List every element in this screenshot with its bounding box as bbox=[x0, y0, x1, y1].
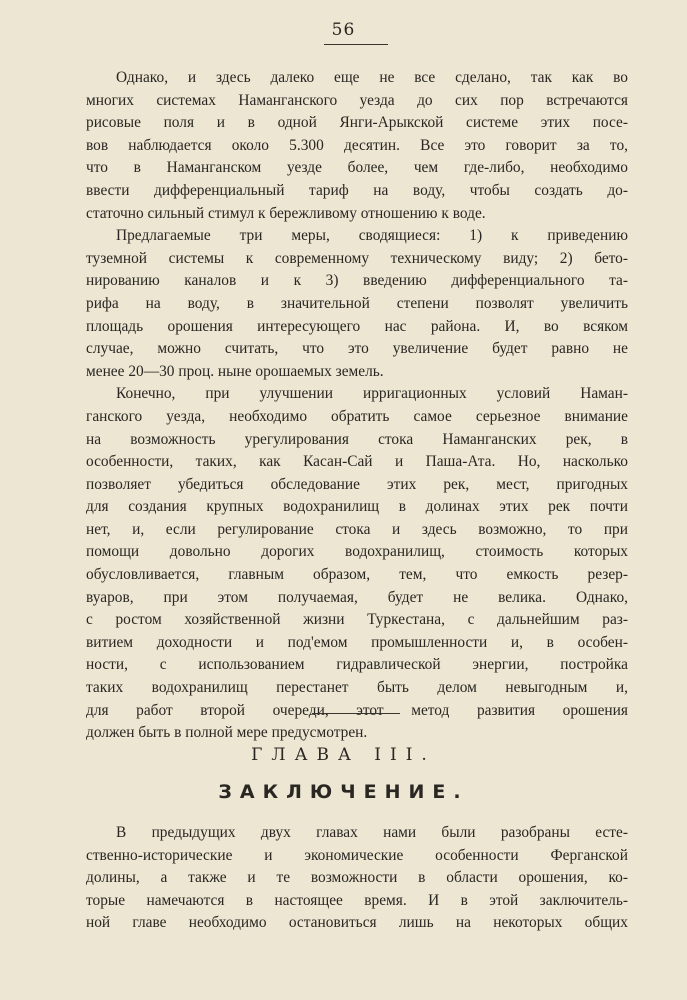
text-line: Предлагаемые три меры, сводящиеся: 1) к приведению bbox=[116, 227, 628, 245]
page-number-underline bbox=[324, 44, 388, 45]
text-line: площадь орошения интересующего нас района. И, во всяком bbox=[86, 317, 628, 335]
text-line: менее 20—30 проц. ныне орошаемых земель. bbox=[86, 362, 384, 380]
text-line: многих системах Наманганского уезда до сих пор встречаются bbox=[86, 91, 628, 109]
text-line: Однако, и здесь далеко еще не все сделано, так как во bbox=[116, 69, 628, 86]
section-divider bbox=[312, 713, 400, 714]
body-text-before-chapter bbox=[86, 67, 628, 745]
text-line: случае, можно считать, что это увеличение будет равно не bbox=[86, 340, 628, 358]
text-line: ности, с использованием гидравлической энергии, постройка bbox=[86, 656, 628, 674]
text-line: ввести дифференциальный тариф на воду, чтобы создать до- bbox=[86, 181, 628, 199]
text-line: вов наблюдается около 5.300 десятин. Все это говорит за то, bbox=[86, 136, 628, 154]
text-line: ственно-исторические и экономические особенности Ферганской bbox=[86, 846, 628, 864]
paragraph bbox=[86, 822, 628, 935]
text-line: что в Наманганском уезде более, чем где-либо, необходимо bbox=[86, 159, 628, 177]
text-line: для работ второй очереди, этот метод развития орошения bbox=[86, 701, 628, 719]
text-line: с ростом хозяйственной жизни Туркестана, с дальнейшим раз- bbox=[86, 611, 628, 629]
paragraph bbox=[86, 225, 628, 383]
text-line: нет, и, если регулирование стока и здесь возможно, то при bbox=[86, 520, 628, 538]
paragraph bbox=[86, 67, 628, 225]
text-line: рисовые поля и в одной Янги-Арыкской системе этих посе- bbox=[86, 114, 628, 132]
paragraph bbox=[86, 383, 628, 745]
text-line: для создания крупных водохранилищ в долинах этих рек почти bbox=[86, 498, 628, 516]
text-line: ганского уезда, необходимо обратить самое серьезное внимание bbox=[86, 407, 628, 425]
text-line: нированию каналов и к 3) введению дифференциального та- bbox=[86, 272, 628, 290]
text-line: долины, а также и те возможности в области орошения, ко- bbox=[86, 869, 628, 887]
text-line: рифа на воду, в значительной степени позволят увеличить bbox=[86, 294, 628, 312]
text-line: В предыдущих двух главах нами были разобраны есте- bbox=[116, 824, 628, 841]
text-line: помощи довольно дорогих водохранилищ, стоимость которых bbox=[86, 543, 628, 561]
text-line: витием доходности и под'емом промышленности и, в особен- bbox=[86, 633, 628, 651]
chapter-title: ЗАКЛЮЧЕНИЕ. bbox=[218, 781, 469, 803]
text-line: должен быть в полной мере предусмотрен. bbox=[86, 724, 368, 742]
body-text-after-chapter bbox=[86, 822, 628, 935]
text-line: на возможность урегулирования стока Наманганских рек, в bbox=[86, 430, 628, 448]
text-line: торые намечаются в настоящее время. И в этой заключитель- bbox=[86, 891, 628, 909]
text-line: таких водохранилищ перестанет быть делом невыгодным и, bbox=[86, 679, 628, 697]
text-line: туземной системы к современному техническому виду; 2) бето- bbox=[86, 249, 628, 267]
chapter-label: ГЛАВА III. bbox=[251, 745, 436, 765]
text-line: позволяет убедиться обследование этих рек, мест, пригодных bbox=[86, 475, 628, 493]
text-line: особенности, таких, как Касан-Сай и Паша-Ата. Но, насколько bbox=[86, 453, 628, 471]
text-line: вуаров, при этом получаемая, будет не велика. Однако, bbox=[86, 588, 628, 606]
text-line: обусловливается, главным образом, тем, что емкость резер- bbox=[86, 566, 628, 584]
text-line: ной главе необходимо остановиться лишь на некоторых общих bbox=[86, 914, 628, 932]
text-line: Конечно, при улучшении ирригационных условий Наман- bbox=[116, 385, 628, 403]
page-number: 56 bbox=[331, 20, 356, 40]
text-line: статочно сильный стимул к бережливому отношению к воде. bbox=[86, 204, 486, 222]
